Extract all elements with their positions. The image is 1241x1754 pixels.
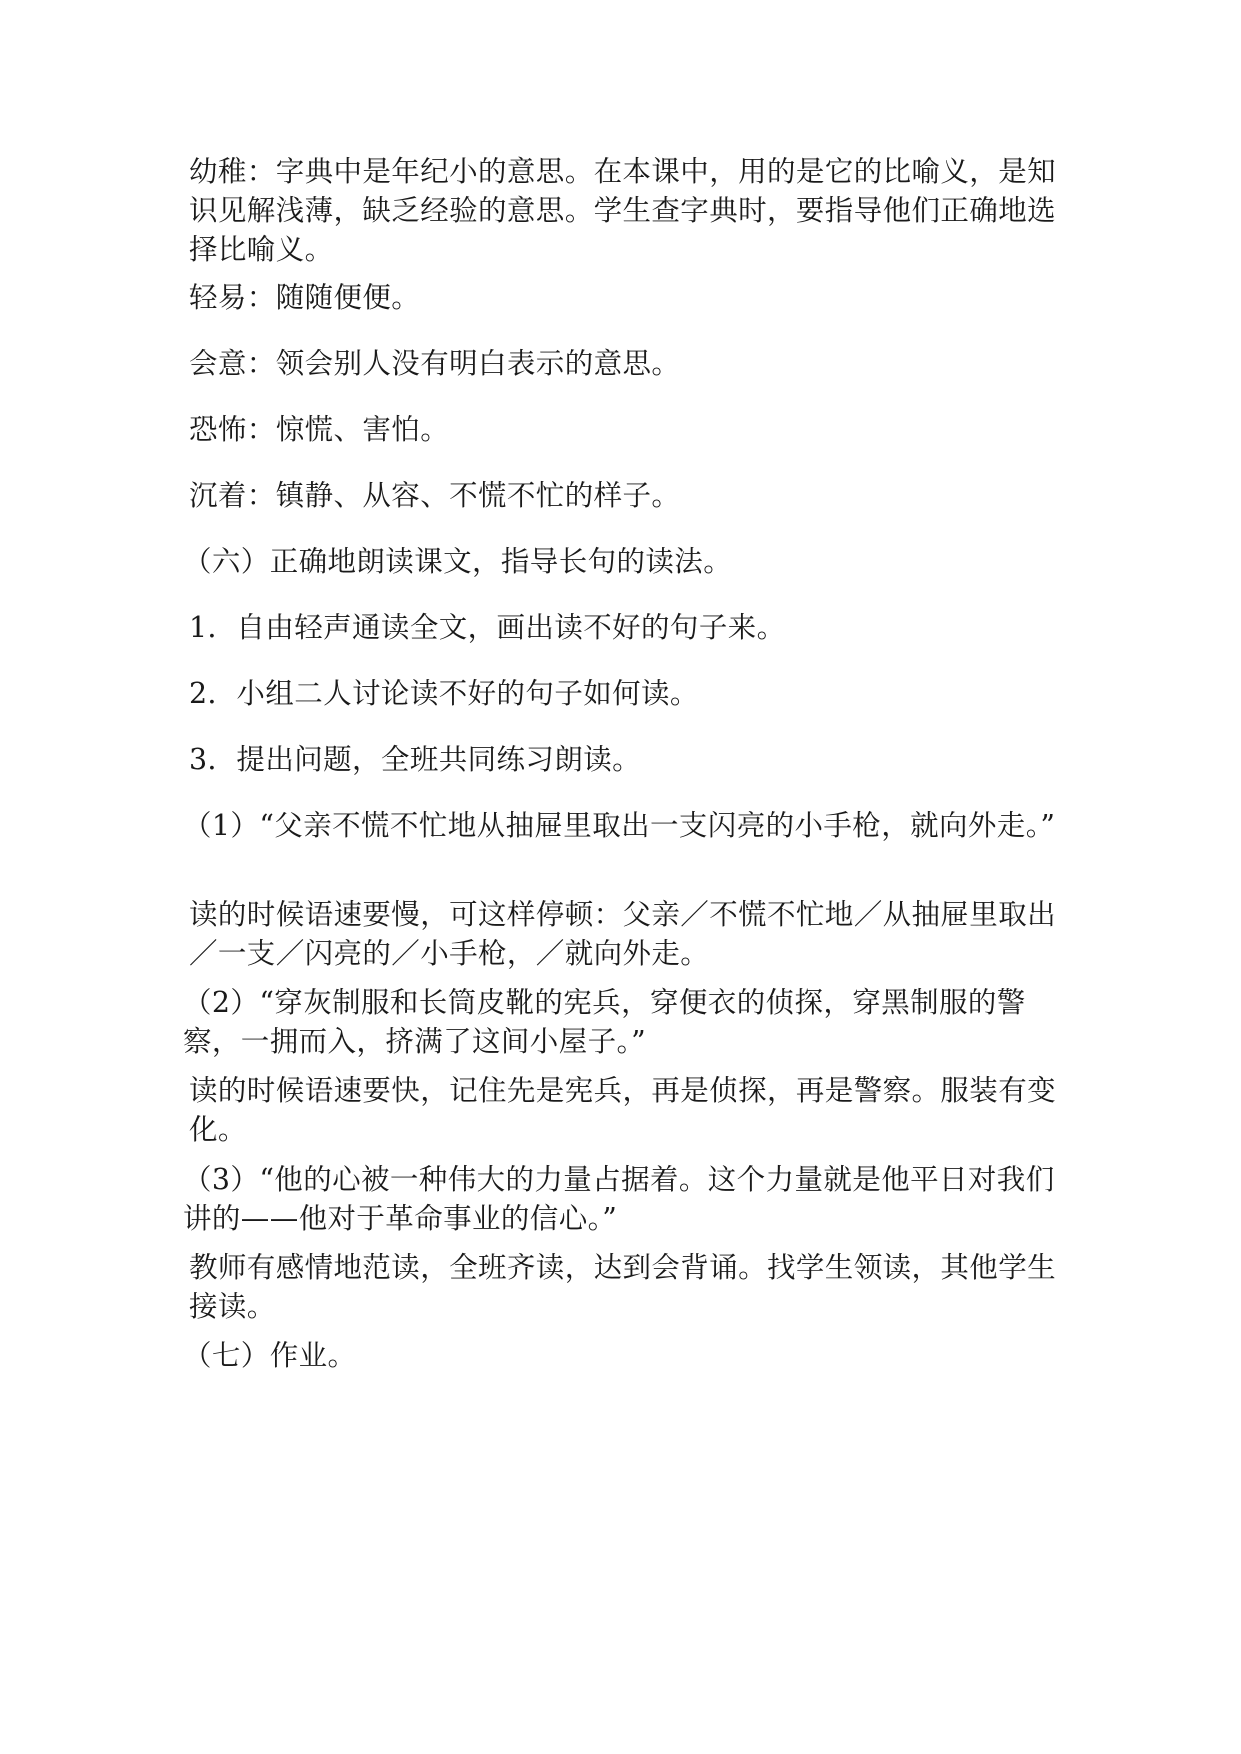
section-heading-six: （六）正确地朗读课文，指导长句的读法。: [183, 545, 733, 578]
step-one: 1．自由轻声通读全文，画出读不好的句子来。: [189, 611, 786, 644]
paragraph-huiyi-definition: 会意：领会别人没有明白表示的意思。: [189, 347, 681, 380]
paragraph-kongbu-definition: 恐怖：惊慌、害怕。: [189, 413, 450, 446]
section-heading-seven: （七）作业。: [183, 1339, 357, 1372]
example-sentence-one: （1）“父亲不慌不忙地从抽屉里取出一支闪亮的小手枪，就向外走。”: [183, 809, 1056, 842]
reading-guide-one: 读的时候语速要慢，可这样停顿：父亲／不慌不忙地／从抽屉里取出／一支／闪亮的／小手枪，／就向外走。: [189, 898, 1057, 970]
reading-guide-two: 读的时候语速要快，记住先是宪兵，再是侦探，再是警察。服装有变化。: [189, 1074, 1057, 1146]
example-sentence-three: （3）“他的心被一种伟大的力量占据着。这个力量就是他平日对我们讲的——他对于革命事业的信心。”: [183, 1163, 1055, 1235]
step-two: 2．小组二人讨论读不好的句子如何读。: [189, 677, 699, 710]
paragraph-qingyi-definition: 轻易：随随便便。: [189, 281, 421, 314]
reading-guide-three: 教师有感情地范读，全班齐读，达到会背诵。找学生领读，其他学生接读。: [189, 1251, 1057, 1323]
example-sentence-two: （2）“穿灰制服和长筒皮靴的宪兵，穿便衣的侦探，穿黑制服的警察，一拥而入，挤满了这间小屋子。”: [183, 986, 1026, 1058]
paragraph-youzhi-definition: 幼稚：字典中是年纪小的意思。在本课中，用的是它的比喻义，是知识见解浅薄，缺乏经验的意思。学生查字典时，要指导他们正确地选择比喻义。: [189, 155, 1057, 266]
step-three: 3．提出问题，全班共同练习朗读。: [189, 743, 642, 776]
paragraph-chenzhuo-definition: 沉着：镇静、从容、不慌不忙的样子。: [189, 479, 681, 512]
